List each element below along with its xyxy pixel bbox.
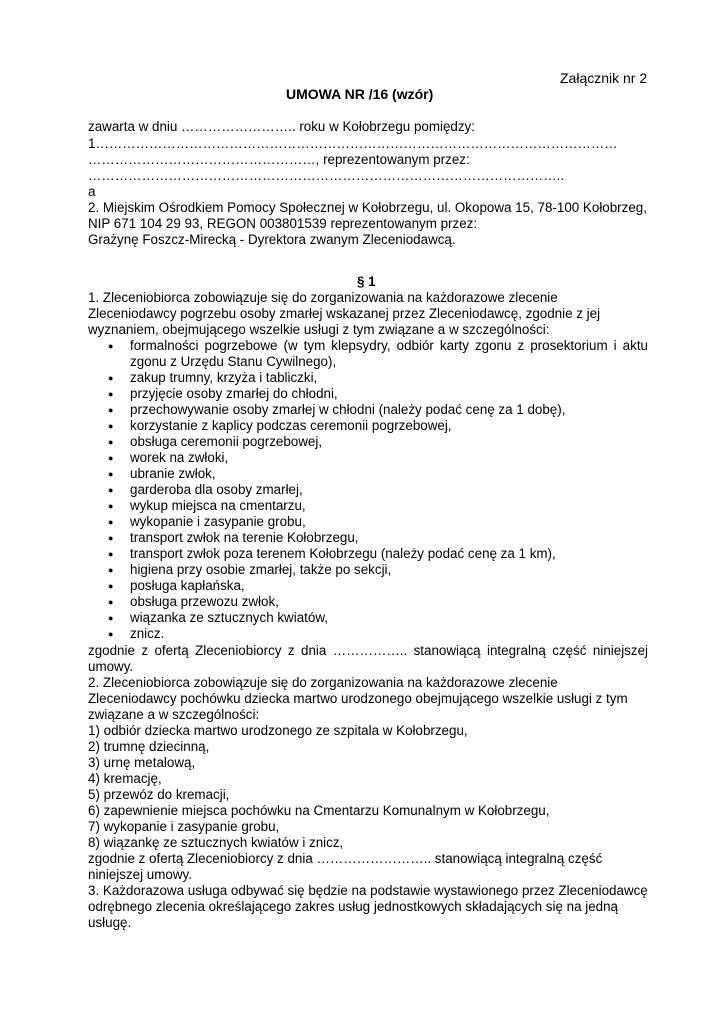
bullet-dot: ●	[108, 597, 114, 607]
offer-reference-2: zgodnie z ofertą Zleceniobiorcy z dnia …………………….. stanowiącą integralną część	[88, 851, 603, 866]
p3-line-1: 3. Każdorazowa usługa odbywać się będzie na podstawie wystawionego przez Zleceniodawcę	[88, 883, 648, 898]
bullet-dot: ●	[108, 341, 114, 351]
bullet-dot: ●	[108, 485, 114, 495]
bullet-dot: ●	[108, 517, 114, 527]
intro-line-date: zawarta w dniu …………………….. roku w Kołobrzegu pomiędzy:	[88, 119, 475, 134]
bullet-item: przechowywanie osoby zmarłej w chłodni (należy podać cenę za 1 dobę),	[130, 402, 566, 417]
p1-line-1: 1. Zleceniobiorca zobowiązuje się do zorganizowania na każdorazowe zlecenie	[88, 290, 558, 305]
contract-title: UMOWA NR /16 (wzór)	[286, 86, 434, 102]
bullet-item: formalności pogrzebowe (w tym klepsydry, odbiór karty zgonu z prosektorium i aktu	[130, 338, 648, 353]
bullet-dot: ●	[108, 629, 114, 639]
party2-line-1: 2. Miejskim Ośrodkiem Pomocy Społecznej w Kołobrzegu, ul. Okopowa 15, 78-100 Kołobrzeg,	[88, 200, 647, 215]
bullet-dot: ●	[108, 613, 114, 623]
bullet-item: korzystanie z kaplicy podczas ceremonii pogrzebowej,	[130, 418, 452, 433]
bullet-item: obsługa przewozu zwłok,	[130, 594, 279, 609]
intro-party1-representative: ……………………………………………, reprezentowanym przez:	[88, 152, 470, 167]
bullet-dot: ●	[108, 437, 114, 447]
numbered-item: 5) przewóz do kremacji,	[88, 787, 230, 802]
bullet-dot: ●	[108, 373, 114, 383]
bullet-item: transport zwłok poza terenem Kołobrzegu (należy podać cenę za 1 km),	[130, 546, 556, 561]
bullet-dot: ●	[108, 405, 114, 415]
offer-reference-1: zgodnie z ofertą Zleceniobiorcy z dnia …………….. stanowiącą integralną część niniejszej	[88, 643, 648, 658]
intro-party1-dots: 1………………………………………………………………………………………………………	[88, 136, 618, 151]
party2-line-3: Grażynę Foszcz-Mirecką - Dyrektora zwanym Zleceniodawcą.	[88, 232, 456, 247]
offer-reference-2-end: niniejszej umowy.	[88, 867, 192, 882]
bullet-item: zakup trumny, krzyża i tabliczki,	[130, 370, 318, 385]
bullet-item: przyjęcie osoby zmarłej do chłodni,	[130, 386, 338, 401]
offer-reference-1-end: umowy.	[88, 659, 134, 674]
p3-line-2: odrębnego zlecenia określającego zakres usług jednostkowych składających się na jedną	[88, 899, 618, 914]
intro-and: a	[88, 184, 96, 199]
bullet-item: transport zwłok na terenie Kołobrzegu,	[130, 530, 359, 545]
p1-line-3: wyznaniem, obejmującego wszelkie usługi z tym związane a w szczególności:	[88, 322, 550, 337]
bullet-dot: ●	[108, 501, 114, 511]
p2-line-2: Zleceniodawcy pochówku dziecka martwo urodzonego obejmującego wszelkie usługi z tym	[88, 691, 628, 706]
bullet-item: obsługa ceremonii pogrzebowej,	[130, 434, 323, 449]
bullet-item-continuation: zgonu z Urzędu Stanu Cywilnego),	[130, 354, 337, 369]
annex-label: Załącznik nr 2	[560, 70, 648, 86]
p3-line-3: usługę.	[88, 915, 132, 930]
p1-line-2: Zleceniodawcy pogrzebu osoby zmarłej wskazanej przez Zleceniodawcę, zgodnie z jej	[88, 306, 601, 321]
bullet-dot: ●	[108, 389, 114, 399]
numbered-item: 4) kremację,	[88, 771, 162, 786]
bullet-item: ubranie zwłok,	[130, 466, 216, 481]
bullet-item: znicz.	[130, 626, 165, 641]
bullet-dot: ●	[108, 549, 114, 559]
bullet-item: higiena przy osobie zmarłej, także po sekcji,	[130, 562, 392, 577]
bullet-dot: ●	[108, 581, 114, 591]
numbered-item: 6) zapewnienie miejsca pochówku na Cmentarzu Komunalnym w Kołobrzegu,	[88, 803, 550, 818]
intro-party1-dots-2: ……………………………………………………………………………………………..	[88, 168, 565, 183]
bullet-item: garderoba dla osoby zmarłej,	[130, 482, 303, 497]
numbered-item: 2) trumnę dziecinną,	[88, 739, 210, 754]
p2-line-3: związane a w szczególności:	[88, 707, 260, 722]
bullet-item: worek na zwłoki,	[130, 450, 229, 465]
bullet-item: wykup miejsca na cmentarzu,	[130, 498, 306, 513]
bullet-dot: ●	[108, 421, 114, 431]
numbered-item: 8) wiązankę ze sztucznych kwiatów i znicz,	[88, 835, 344, 850]
bullet-item: posługa kapłańska,	[130, 578, 245, 593]
numbered-item: 3) urnę metalową,	[88, 755, 196, 770]
bullet-dot: ●	[108, 469, 114, 479]
bullet-item: wiązanka ze sztucznych kwiatów,	[130, 610, 328, 625]
bullet-dot: ●	[108, 565, 114, 575]
bullet-dot: ●	[108, 453, 114, 463]
bullet-dot: ●	[108, 533, 114, 543]
p2-line-1: 2. Zleceniobiorca zobowiązuje się do zorganizowania na każdorazowe zlecenie	[88, 675, 558, 690]
numbered-item: 7) wykopanie i zasypanie grobu,	[88, 819, 280, 834]
party2-line-2: NIP 671 104 29 93, REGON 003801539 reprezentowanym przez:	[88, 216, 478, 231]
bullet-item: wykopanie i zasypanie grobu,	[130, 514, 306, 529]
section-heading: § 1	[357, 274, 376, 289]
numbered-item: 1) odbiór dziecka martwo urodzonego ze szpitala w Kołobrzegu,	[88, 723, 468, 738]
